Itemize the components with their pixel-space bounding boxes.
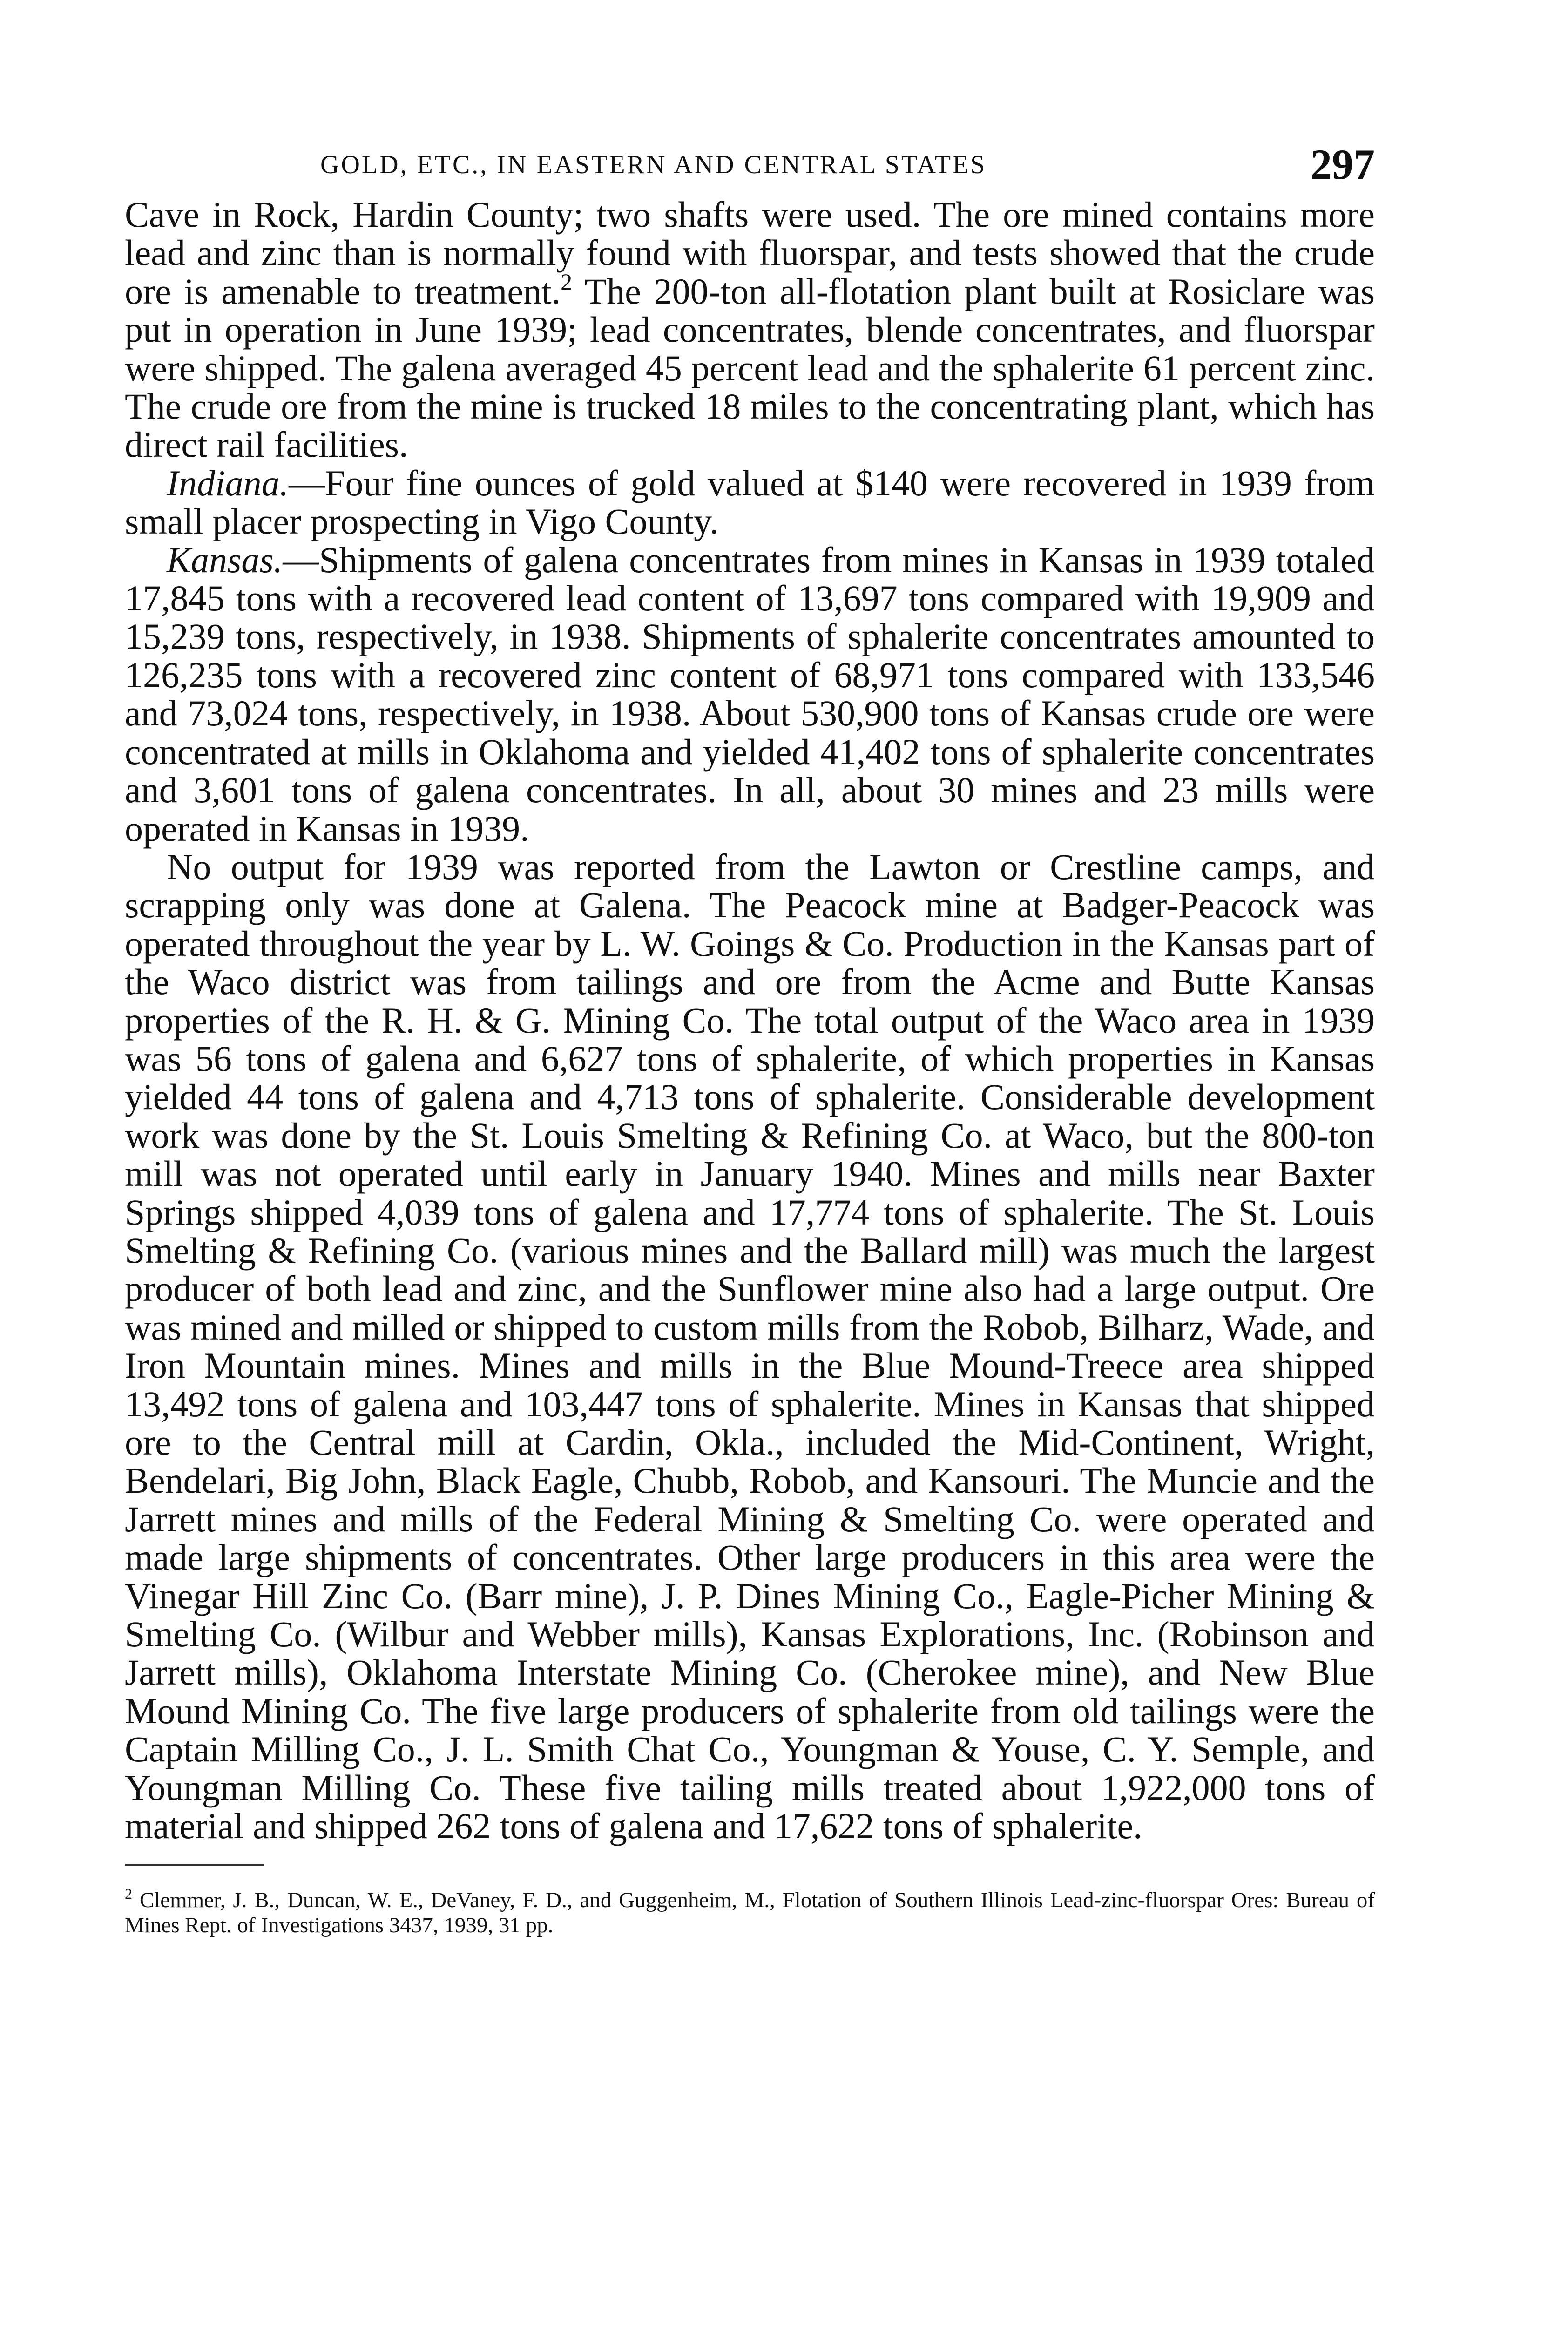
body-text	[125, 196, 1375, 1845]
footnote-text: Clemmer, J. B., Duncan, W. E., DeVaney, F. D., and Guggenheim, M., Flotation of Southern Illinois Lead-zinc-fluorspar Ores: Bureau of Mines Rept. of Investigations 3437, 1939, 31 pp.	[125, 1888, 1375, 1938]
paragraph-kansas	[125, 541, 1375, 848]
page-number: 297	[1311, 141, 1375, 188]
footnote-reference: 2	[561, 268, 573, 295]
paragraph-text: Cave in Rock, Hardin County; two shafts were used. The ore mined contains more lead and zinc than is normally found with fluorspar, and tests showed that the crude ore is amenable to treatment.	[125, 194, 1375, 311]
footnote	[125, 1885, 1375, 1938]
running-head	[125, 140, 1375, 196]
paragraph-indiana	[125, 464, 1375, 541]
state-heading-kansas: Kansas.	[167, 539, 283, 580]
paragraph-kansas-districts	[125, 848, 1375, 1846]
paragraph-text: —Four fine ounces of gold valued at $140 were recovered in 1939 from small placer prospecting in Vigo County.	[125, 462, 1375, 542]
footnote-number: 2	[125, 1885, 132, 1902]
footnote-rule	[125, 1864, 264, 1866]
running-title: GOLD, ETC., IN EASTERN AND CENTRAL STATES	[320, 150, 987, 179]
paragraph-text-continued: The 200-ton all-flotation plant built at Rosiclare was put in operation in June 1939; lead concentrates, blende concentrates, and fluorspar were shipped. The galena averaged 45 percent lead and the sphalerite 61 percent zinc. The crude ore from the mine is trucked 18 miles to the concentrating plant, which has direct rail facilities.	[125, 271, 1375, 465]
book-page	[125, 140, 1375, 1960]
paragraph-text: No output for 1939 was reported from the Lawton or Crestline camps, and scrapping only was done at Galena. The Peacock mine at Badger-Peacock was operated throughout the year by L. W. Goings & Co. Production in the Kansas part of the Waco district was from tailings and ore from the Acme and Butte Kansas properties of the R. H. & G. Mining Co. The total output of the Waco area in 1939 was 56 tons of galena and 6,627 tons of sphalerite, of which properties in Kansas yielded 44 tons of galena and 4,713 tons of sphalerite. Considerable development work was done by the St. Louis Smelting & Refining Co. at Waco, but the 800-ton mill was not operated until early in January 1940. Mines and mills near Baxter Springs shipped 4,039 tons of galena and 17,774 tons of sphalerite. The St. Louis Smelting & Refining Co. (various mines and the Ballard mill) was much the largest producer of both lead and zinc, and the Sunflower mine also had a large output. Ore was mined and milled or shipped to custom mills from the Robob, Bilharz, Wade, and Iron Mountain mines. Mines and mills in the Blue Mound-Treece area shipped 13,492 tons of galena and 103,447 tons of sphalerite. Mines in Kansas that shipped ore to the Central mill at Cardin, Okla., included the Mid-Continent, Wright, Bendelari, Big John, Black Eagle, Chubb, Robob, and Kansouri. The Muncie and the Jarrett mines and mills of the Federal Mining & Smelting Co. were operated and made large shipments of concentrates. Other large producers in this area were the Vinegar Hill Zinc Co. (Barr mine), J. P. Dines Mining Co., Eagle-Picher Mining & Smelting Co. (Wilbur and Webber mills), Kansas Explorations, Inc. (Robinson and Jarrett mills), Oklahoma Interstate Mining Co. (Cherokee mine), and New Blue Mound Mining Co. The five large producers of sphalerite from old tailings were the Captain Milling Co., J. L. Smith Chat Co., Youngman & Youse, C. Y. Semple, and Youngman Milling Co. These five tailing mills treated about 1,922,000 tons of material and shipped 262 tons of galena and 17,622 tons of sphalerite.	[125, 846, 1375, 1847]
paragraph-text: —Shipments of galena concentrates from mines in Kansas in 1939 totaled 17,845 tons with a recovered lead content of 13,697 tons compared with 19,909 and 15,239 tons, respectively, in 1938. Shipments of sphalerite concentrates amounted to 126,235 tons with a recovered zinc content of 68,971 tons compared with 133,546 and 73,024 tons, respectively, in 1938. About 530,900 tons of Kansas crude ore were concentrated at mills in Oklahoma and yielded 41,402 tons of sphalerite concentrates and 3,601 tons of galena concentrates. In all, about 30 mines and 23 mills were operated in Kansas in 1939.	[125, 539, 1375, 849]
paragraph-illinois-continued	[125, 196, 1375, 464]
state-heading-indiana: Indiana.	[167, 462, 289, 503]
